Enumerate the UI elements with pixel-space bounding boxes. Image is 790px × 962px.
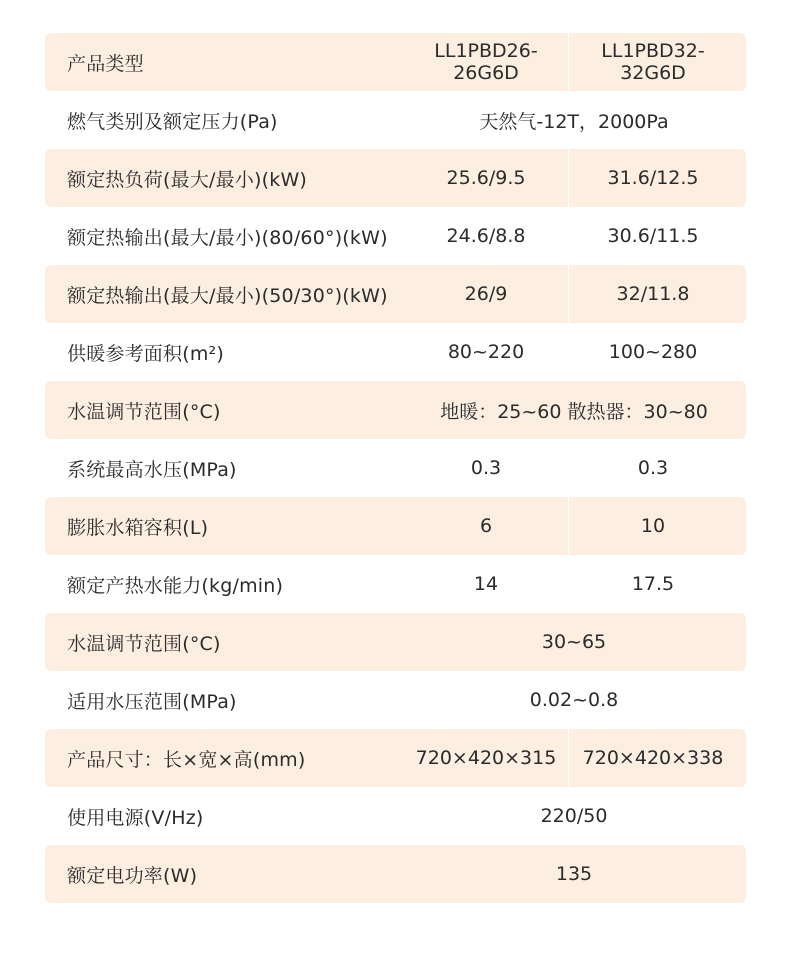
model-1-line-1: LL1PBD26-: [434, 40, 538, 62]
row-label: 系统最高水压(MPa): [67, 458, 237, 481]
row-value-span: 220/50: [540, 805, 608, 827]
row-value-model-1: 80~220: [447, 341, 525, 363]
table-row: [45, 439, 746, 497]
table-row: [45, 207, 746, 265]
table-row: [45, 149, 746, 207]
row-value-span: 地暖：25~60 散热器：30~80: [440, 400, 708, 423]
table-row: [45, 497, 746, 555]
table-row: [45, 671, 746, 729]
model-1-name: [415, 33, 557, 91]
row-label: 供暖参考面积(m²): [67, 342, 224, 365]
table-row: [45, 265, 746, 323]
row-value-model-1: 25.6/9.5: [446, 167, 526, 189]
column-divider: [568, 729, 569, 787]
table-row: [45, 729, 746, 787]
model-2-line-1: LL1PBD32-: [601, 40, 705, 62]
row-value-model-2: 32/11.8: [616, 283, 690, 305]
model-1-line-2: 26G6D: [453, 62, 519, 84]
row-value-model-1: 24.6/8.8: [446, 225, 526, 247]
column-divider: [568, 33, 569, 91]
row-label: 额定热输出(最大/最小)(50/30°)(kW): [67, 284, 388, 307]
row-value-model-2: 30.6/11.5: [607, 225, 699, 247]
row-label: 额定热负荷(最大/最小)(kW): [67, 168, 308, 191]
row-label: 产品尺寸：长×宽×高(mm): [67, 748, 306, 771]
row-value-model-2: 31.6/12.5: [607, 167, 699, 189]
table-row: [45, 91, 746, 149]
row-value-span: 0.02~0.8: [529, 689, 619, 711]
row-label: 水温调节范围(°C): [67, 400, 221, 423]
row-value-model-1: 14: [473, 573, 499, 595]
table-row: [45, 613, 746, 671]
table-row: [45, 845, 746, 903]
row-value-span: 天然气-12T，2000Pa: [479, 110, 669, 133]
row-label: 额定电功率(W): [67, 864, 198, 887]
table-header-row: [45, 33, 746, 91]
row-label: 额定热输出(最大/最小)(80/60°)(kW): [67, 226, 388, 249]
row-value-model-2: 100~280: [608, 341, 698, 363]
row-value-span: 135: [555, 863, 593, 885]
row-label: 燃气类别及额定压力(Pa): [67, 110, 278, 133]
table-row: [45, 555, 746, 613]
column-divider: [568, 497, 569, 555]
row-value-span: 30~65: [541, 631, 607, 653]
column-divider: [568, 149, 569, 207]
column-divider: [568, 265, 569, 323]
header-label: 产品类型: [67, 52, 144, 75]
table-row: [45, 323, 746, 381]
row-value-model-1: 720×420×315: [415, 747, 557, 769]
table-row: [45, 787, 746, 845]
row-label: 适用水压范围(MPa): [67, 690, 237, 713]
row-value-model-1: 0.3: [470, 457, 502, 479]
row-value-model-2: 17.5: [631, 573, 675, 595]
row-label: 使用电源(V/Hz): [67, 806, 204, 829]
row-label: 额定产热水能力(kg/min): [67, 574, 284, 597]
spec-table: [45, 33, 746, 903]
row-value-model-2: 720×420×338: [582, 747, 724, 769]
row-value-model-2: 10: [640, 515, 666, 537]
row-value-model-2: 0.3: [637, 457, 669, 479]
model-2-name: [573, 33, 733, 91]
table-row: [45, 381, 746, 439]
model-2-line-2: 32G6D: [620, 62, 686, 84]
row-label: 膨胀水箱容积(L): [67, 516, 209, 539]
row-label: 水温调节范围(°C): [67, 632, 221, 655]
row-value-model-1: 6: [479, 515, 493, 537]
row-value-model-1: 26/9: [464, 283, 508, 305]
